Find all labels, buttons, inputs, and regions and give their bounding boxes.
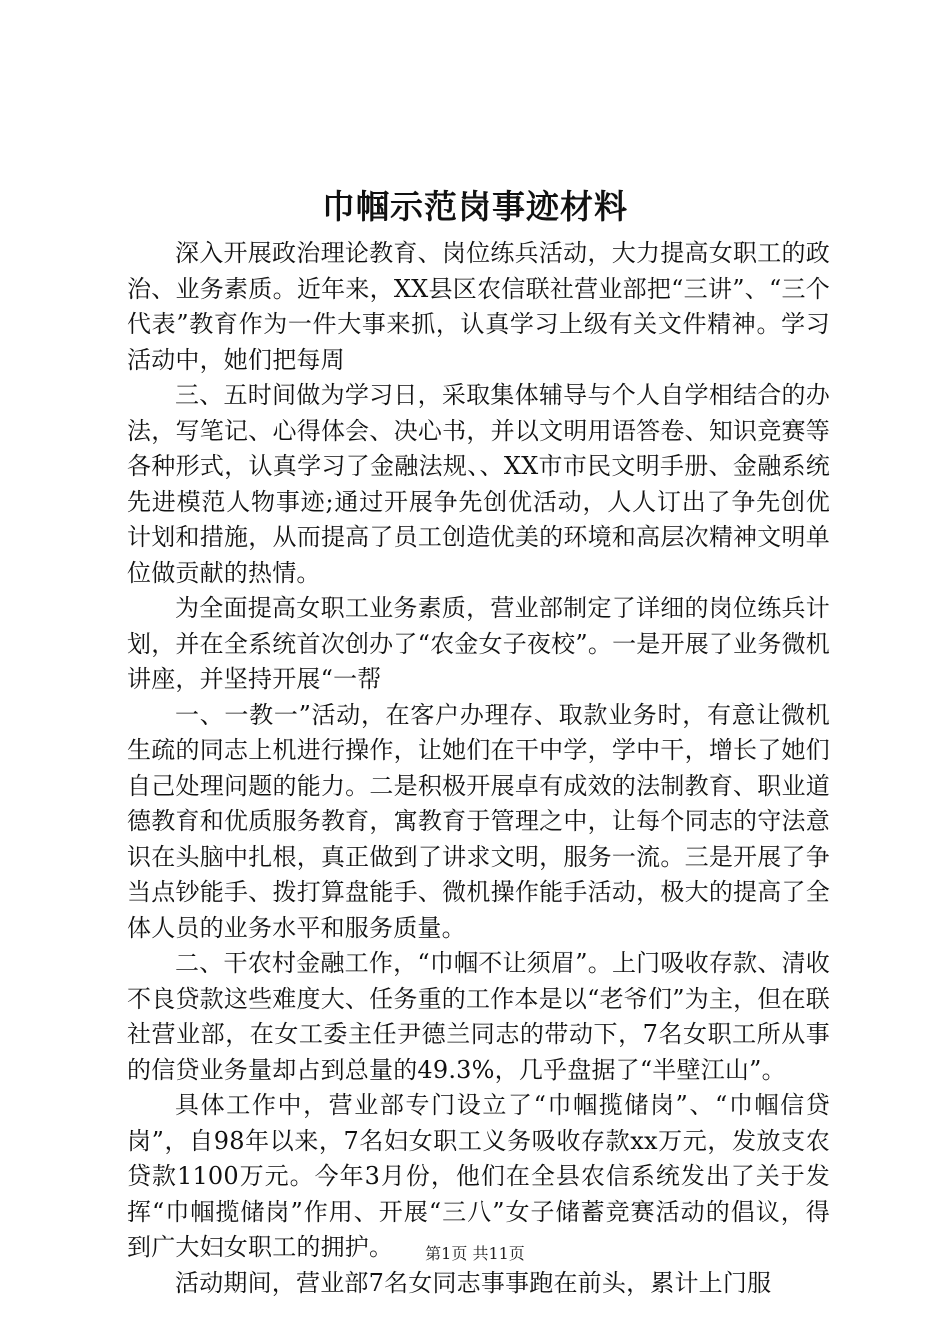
paragraph: 活动期间，营业部7名女同志事事跑在前头，累计上门服 [175, 1268, 772, 1297]
paragraph: 二、干农村金融工作，“巾帼不让须眉”。上门吸收存款、清收不良贷款这些难度大、任务重的工作本是以“老爷们”为主，但在联社营业部，在女工委主任尹德兰同志的带动下，7名女职工所从事的信贷业务量却占到总量的49.3%，几乎盘据了“半壁江山”。 [127, 949, 830, 1084]
paragraph: 为全面提高女职工业务素质，营业部制定了详细的岗位练兵计划，并在全系统首次创办了“农金女子夜校”。一是开展了业务微机讲座，并坚持开展“一帮 [127, 594, 830, 693]
document-title: 巾帼示范岗事迹材料 [322, 187, 628, 226]
page-number-footer: 第1页 共11页 [425, 1244, 525, 1263]
paragraph: 三、五时间做为学习日，采取集体辅导与个人自学相结合的办法，写笔记、心得体会、决心书，并以文明用语答卷、知识竞赛等各种形式，认真学习了金融法规、、XX市市民文明手册、金融系统先进模范人物事迹;通过开展争先创优活动，人人订出了争先创优计划和措施，从而提高了员工创造优美的环境和高层次精神文明单位做贡献的热情。 [127, 381, 830, 587]
document-body [127, 236, 830, 1301]
paragraph: 一、一教一”活动，在客户办理存、取款业务时，有意让微机生疏的同志上机进行操作，让她们在干中学，学中干，增长了她们自己处理问题的能力。二是积极开展卓有成效的法制教育、职业道德教育和优质服务教育，寓教育于管理之中，让每个同志的守法意识在头脑中扎根，真正做到了讲求文明，服务一流。三是开展了争当点钞能手、拨打算盘能手、微机操作能手活动，极大的提高了全体人员的业务水平和服务质量。 [127, 700, 830, 942]
paragraph: 具体工作中，营业部专门设立了“巾帼揽储岗”、“巾帼信贷岗”，自98年以来，7名妇女职工义务吸收存款xx万元，发放支农贷款1100万元。今年3月份，他们在全县农信系统发出了关于发挥“巾帼揽储岗”作用、开展“三八”女子储蓄竞赛活动的倡议，得到广大妇女职工的拥护。 [127, 1091, 830, 1261]
paragraph: 深入开展政治理论教育、岗位练兵活动，大力提高女职工的政治、业务素质。近年来，XX县区农信联社营业部把“三讲”、“三个代表”教育作为一件大事来抓，认真学习上级有关文件精神。学习活动中，她们把每周 [127, 239, 830, 374]
